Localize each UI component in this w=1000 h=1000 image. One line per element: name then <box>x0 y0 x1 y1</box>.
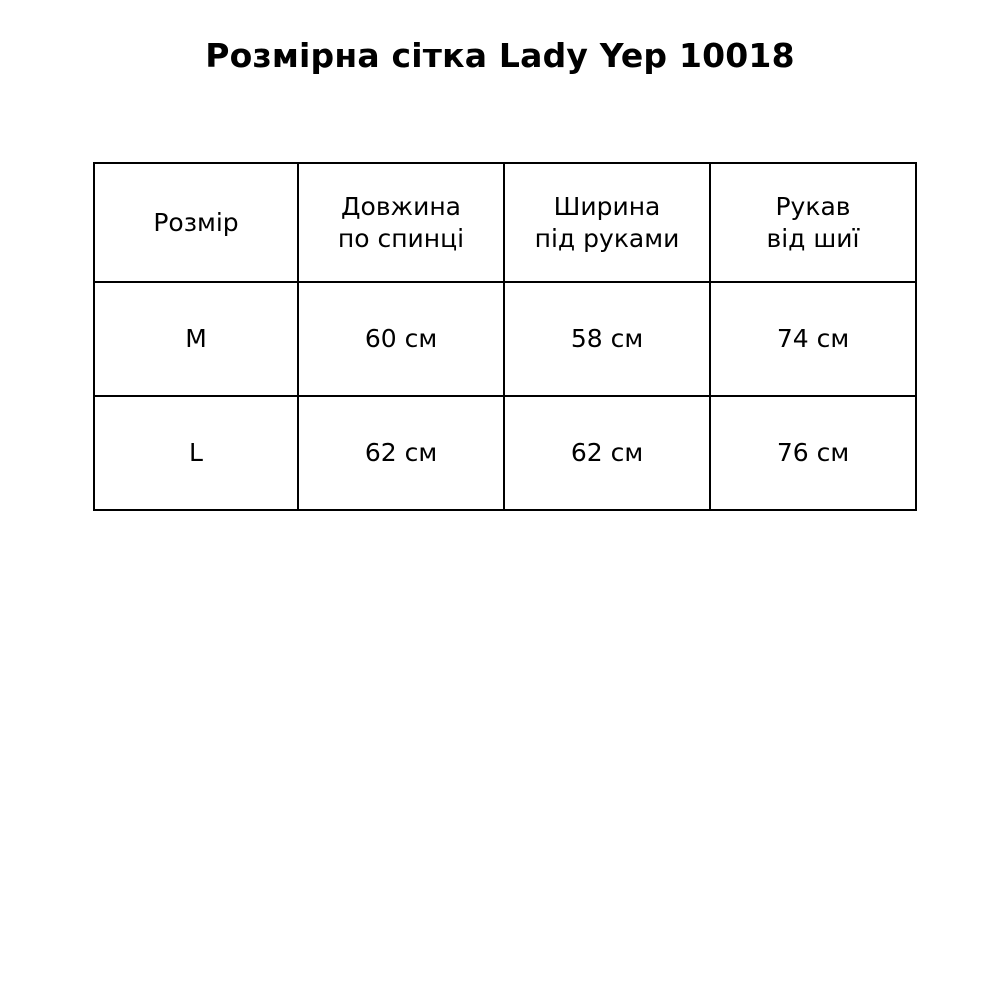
column-header-size-line1: Розмір <box>153 207 239 237</box>
cell-length: 62 см <box>298 396 504 510</box>
size-table <box>93 162 917 511</box>
page-title: Розмірна сітка Lady Yep 10018 <box>205 36 795 75</box>
cell-size: M <box>94 282 298 396</box>
column-header-length-line2: по спинці <box>337 223 465 253</box>
column-header-width <box>504 163 710 282</box>
column-header-sleeve-line1: Рукав <box>775 191 851 221</box>
table-header-row <box>94 163 916 282</box>
column-header-length-line1: Довжина <box>341 191 461 221</box>
cell-width: 62 см <box>504 396 710 510</box>
cell-sleeve: 74 см <box>710 282 916 396</box>
column-header-width-line2: під руками <box>534 223 680 253</box>
cell-sleeve: 76 см <box>710 396 916 510</box>
cell-length: 60 см <box>298 282 504 396</box>
size-table-container <box>93 162 907 511</box>
column-header-width-line1: Ширина <box>553 191 661 221</box>
column-header-sleeve-line2: від шиї <box>766 223 860 253</box>
column-header-sleeve <box>710 163 916 282</box>
cell-size: L <box>94 396 298 510</box>
column-header-length <box>298 163 504 282</box>
table-row <box>94 396 916 510</box>
column-header-size <box>94 163 298 282</box>
cell-width: 58 см <box>504 282 710 396</box>
table-row <box>94 282 916 396</box>
